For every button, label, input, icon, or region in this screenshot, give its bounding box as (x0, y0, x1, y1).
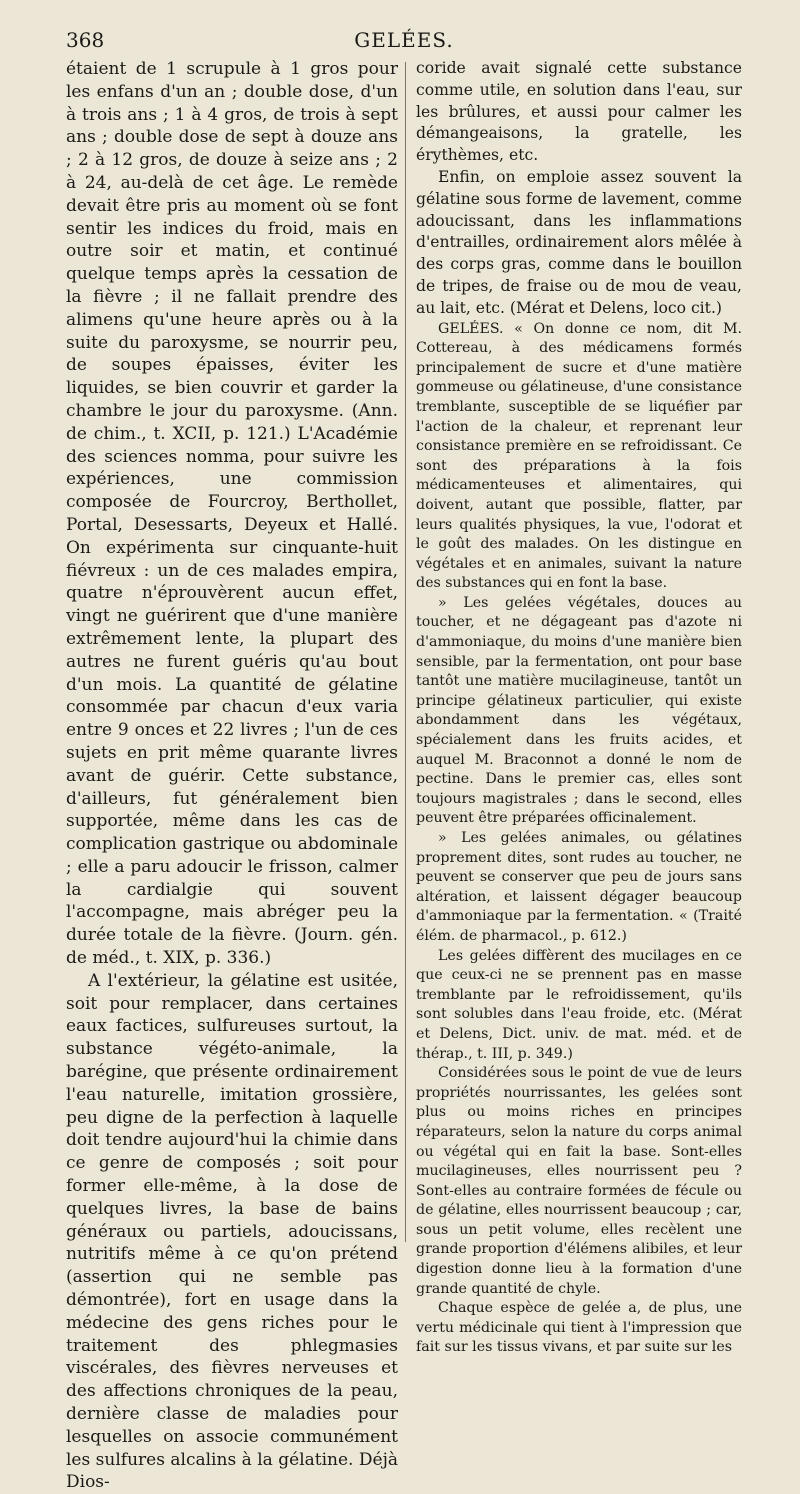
right-column (416, 58, 742, 1356)
right-paragraph-8: Chaque espèce de gelée a, de plus, une vertu médicinale qui tient à l'impression que fait sur les tissus vivans, et par suite sur les (416, 1300, 742, 1356)
column-divider (405, 62, 406, 1242)
page-number: 368 (66, 28, 105, 52)
right-paragraph-2: Enfin, on emploie assez souvent la gélatine sous forme de lavement, comme adoucissant, dans les inflammations d'entrailles, ordinairement alors mêlée à des corps gras, comme dans le bouillon de tripes, de fraise ou de mou de veau, au lait, etc. (Mérat et Delens, loco cit.) (416, 167, 742, 317)
running-title: GELÉES. (354, 28, 454, 52)
right-paragraph-3: GELÉES. « On donne ce nom, dit M. Cottereau, à des médicamens formés principalement de sucre et d'une matière gommeuse ou gélatineuse, d'une consistance tremblante, susceptible de se liquéfier par l'action de la chaleur, et reprenant leur consistance première en se refroidissant. Ce sont des préparations à la fois médicamenteuses et alimentaires, qui doivent, autant que possible, flatter, par leurs qualités physiques, la vue, l'odorat et le goût des malades. On les distingue en végétales et en animales, suivant la nature des substances qui en font la base. (416, 320, 742, 592)
right-paragraph-7: Considérées sous le point de vue de leurs propriétés nourrissantes, les gelées sont plus ou moins riches en principes réparateurs, selon la nature du corps animal ou végétal qui en fait la base. Sont-elles mucilagineuses, elles nourrissent peu ? Sont-elles au contraire formées de fécule ou de gélatine, elles nourrissent beaucoup ; car, sous un petit volume, elles recèlent une grande proportion d'élémens alibiles, et leur digestion donne lieu à la formation d'une grande quantité de chyle. (416, 1065, 742, 1297)
left-paragraph-1: étaient de 1 scrupule à 1 gros pour les enfans d'un an ; double dose, d'un à trois ans ; 1 à 4 gros, de trois à sept ans ; double dose de sept à douze ans ; 2 à 12 gros, de douze à seize ans ; 2 à 24, au-delà de cet âge. Le remède devait être pris au moment où se font sentir les indices du froid, mais en outre soir et matin, et continué quelque temps après la cessation de la fièvre ; il ne fallait prendre des alimens qu'une heure après ou à la suite du paroxysme, se nourrir peu, de soupes épaisses, éviter les liquides, se bien couvrir et garder la chambre le jour du paroxysme. (Ann. de chim., t. XCII, p. 121.) L'Académie des sciences nomma, pour suivre les expériences, une commission composée de Fourcroy, Berthollet, Portal, Desessarts, Deyeux et Hallé. On expérimenta sur cinquante-huit fiévreux : un de ces malades empira, quatre n'éprouvèrent aucun effet, vingt ne guérirent que d'une manière extrêmement lente, la plupart des autres ne furent guéris qu'au bout d'un mois. La quantité de gélatine consommée par chacun d'eux varia entre 9 onces et 22 livres ; l'un de ces sujets en prit même quarante livres avant de guérir. Cette substance, d'ailleurs, fut généralement bien supportée, même dans les cas de complication gastrique ou abdominale ; elle a paru adoucir le frisson, calmer la cardialgie qui souvent l'accompagne, mais abréger peu la durée totale de la fièvre. (Journ. gén. de méd., t. XIX, p. 336.) (66, 59, 398, 969)
left-paragraph-2: A l'extérieur, la gélatine est usitée, soit pour remplacer, dans certaines eaux factices, sulfureuses surtout, la substance végéto-animale, la barégine, que présente ordinairement l'eau naturelle, imitation grossière, peu digne de la perfection à laquelle doit tendre aujourd'hui la chimie dans ce genre de composés ; soit pour former elle-même, à la dose de quelques livres, la base de bains généraux ou partiels, adoucissans, nutritifs même à ce qu'on prétend (assertion qui ne semble pas démontrée), fort en usage dans la médecine des gens riches pour le traitement des phlegmasies viscérales, des fièvres nerveuses et des affections chroniques de la peau, dernière classe de maladies pour lesquelles on associe communément les sulfures alcalins à la gélatine. Déjà Dios- (66, 970, 398, 1493)
right-paragraph-4: » Les gelées végétales, douces au toucher, et ne dégageant pas d'azote ni d'ammoniaque, du moins d'une manière bien sensible, par la fermentation, ont pour base tantôt une matière mucilagineuse, tantôt un principe gélatineux particulier, qui existe abondamment dans les végétaux, spécialement dans les fruits acides, et auquel M. Braconnot a donné le nom de pectine. Dans le premier cas, elles sont toujours magistrales ; dans le second, elles peuvent être préparées officinalement. (416, 594, 742, 827)
page-header (66, 28, 742, 56)
right-paragraph-6: Les gelées diffèrent des mucilages en ce que ceux-ci ne se prennent pas en masse tremblante par le refroidissement, qu'ils sont solubles dans l'eau froide, etc. (Mérat et Delens, Dict. univ. de mat. méd. et de thérap., t. III, p. 349.) (416, 947, 742, 1062)
left-column (66, 58, 398, 1493)
right-paragraph-5: » Les gelées animales, ou gélatines proprement dites, sont rudes au toucher, ne peuvent se conserver que peu de jours sans altération, et laissent dégager beaucoup d'ammoniaque par la fermentation. « (Traité élém. de pharmacol., p. 612.) (416, 830, 742, 944)
right-paragraph-1: coride avait signalé cette substance comme utile, en solution dans l'eau, sur les brûlures, et aussi pour calmer les démangeaisons, la gratelle, les érythèmes, etc. (416, 59, 742, 165)
